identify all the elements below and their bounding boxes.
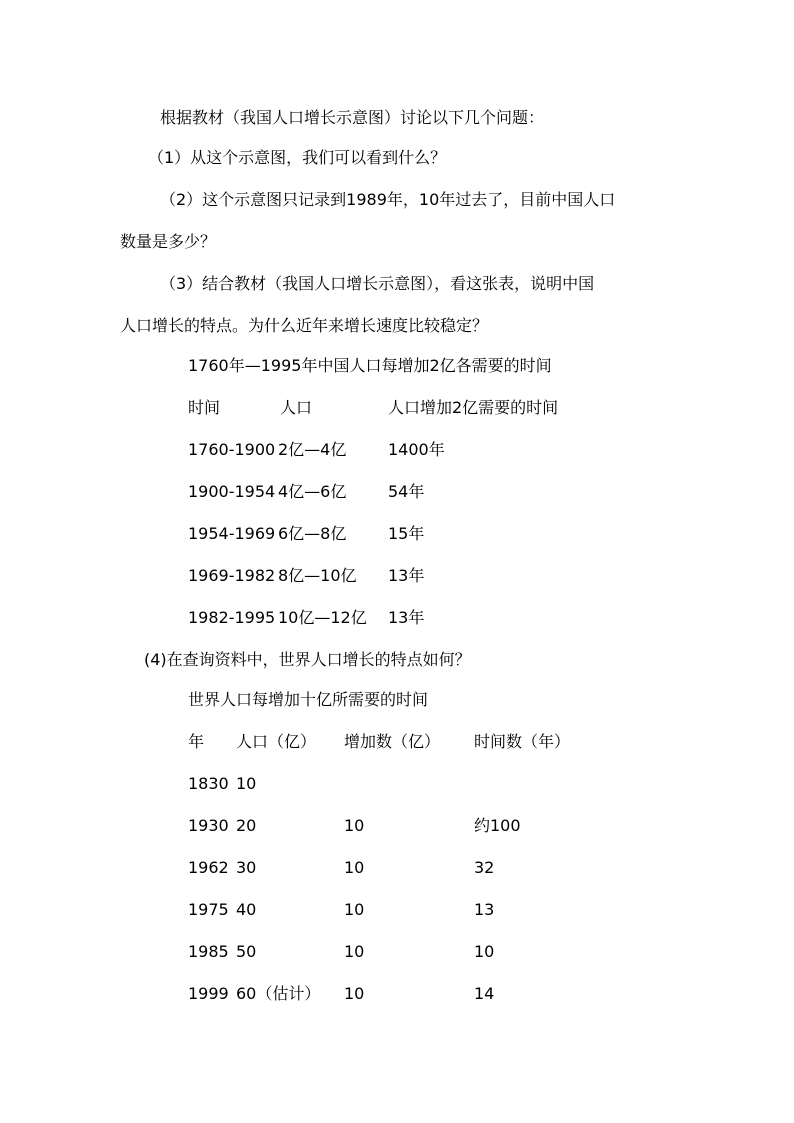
table-2-cell-population: 20 (236, 816, 257, 835)
table-2-cell-increase: 10 (344, 816, 365, 835)
table-2-cell-year: 1999 (188, 984, 229, 1003)
table-1-cell-duration: 1400年 (388, 440, 445, 459)
table-2-cell-years: 14 (474, 984, 495, 1003)
table-2-cell-population: 10 (236, 774, 257, 793)
table-1-cell-population: 4亿—6亿 (278, 482, 347, 501)
question-3-line-1: （3）结合教材（我国人口增长示意图），看这张表，说明中国 (160, 274, 595, 293)
table-1-cell-population: 6亿—8亿 (278, 524, 347, 543)
table-2-title: 世界人口每增加十亿所需要的时间 (188, 690, 429, 709)
table-1-cell-population: 8亿—10亿 (278, 566, 357, 585)
table-1-cell-duration: 54年 (388, 482, 425, 501)
table-1-cell-population: 2亿—4亿 (278, 440, 347, 459)
question-4: (4)在查询资料中，世界人口增长的特点如何？ (144, 650, 471, 669)
table-2-cell-population: 60（估计） (236, 984, 321, 1003)
table-2-cell-increase: 10 (344, 942, 365, 961)
table-1-cell-duration: 13年 (388, 566, 425, 585)
table-2-cell-population: 40 (236, 900, 257, 919)
question-1: （1）从这个示意图，我们可以看到什么？ (148, 148, 447, 167)
table-2-header-population: 人口（亿） (236, 732, 317, 751)
table-2-cell-years: 32 (474, 858, 495, 877)
table-2-header-year: 年 (188, 732, 205, 751)
table-1-header-time: 时间 (188, 398, 221, 417)
table-2-cell-increase: 10 (344, 984, 365, 1003)
table-2-cell-population: 50 (236, 942, 257, 961)
table-2-cell-years: 13 (474, 900, 495, 919)
table-2-header-years: 时间数（年） (474, 732, 571, 751)
table-2-cell-year: 1930 (188, 816, 229, 835)
table-1-cell-period: 1900-1954 (188, 482, 276, 501)
table-2-cell-year: 1985 (188, 942, 229, 961)
table-2-cell-increase: 10 (344, 900, 365, 919)
table-1-cell-period: 1969-1982 (188, 566, 276, 585)
table-2-cell-increase: 10 (344, 858, 365, 877)
table-2-cell-years: 约100 (474, 816, 521, 835)
table-1-cell-period: 1954-1969 (188, 524, 276, 543)
table-2-cell-year: 1975 (188, 900, 229, 919)
table-2-cell-years: 10 (474, 942, 495, 961)
table-2-cell-year: 1962 (188, 858, 229, 877)
intro-text: 根据教材（我国人口增长示意图）讨论以下几个问题： (160, 108, 545, 127)
table-2-header-increase: 增加数（亿） (344, 732, 441, 751)
table-1-cell-period: 1760-1900 (188, 440, 276, 459)
table-1-header-population: 人口 (280, 398, 313, 417)
table-2-cell-population: 30 (236, 858, 257, 877)
question-3-line-2: 人口增长的特点。为什么近年来增长速度比较稳定？ (120, 316, 489, 335)
table-1-cell-duration: 13年 (388, 608, 425, 627)
table-2-cell-year: 1830 (188, 774, 229, 793)
table-1-cell-duration: 15年 (388, 524, 425, 543)
table-1-cell-period: 1982-1995 (188, 608, 276, 627)
question-2-line-2: 数量是多少？ (120, 232, 217, 251)
table-1-cell-population: 10亿—12亿 (278, 608, 367, 627)
question-2-line-1: （2）这个示意图只记录到1989年，10年过去了，目前中国人口 (160, 190, 616, 209)
table-1-title: 1760年—1995年中国人口每增加2亿各需要的时间 (188, 356, 552, 375)
table-1-header-duration: 人口增加2亿需要的时间 (388, 398, 559, 417)
